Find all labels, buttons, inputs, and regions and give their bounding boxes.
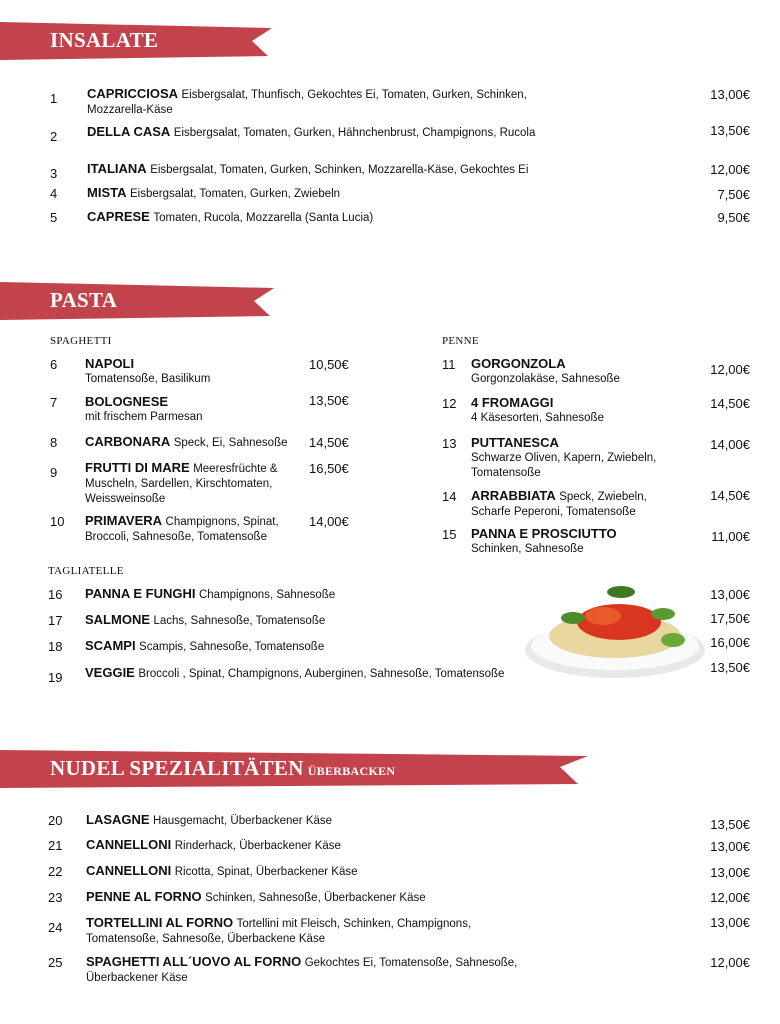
item-price: 12,00€ [710, 162, 750, 177]
item-name: PUTTANESCA [471, 435, 559, 450]
item-price: 16,50€ [309, 461, 349, 476]
item-name: CAPRICCIOSA [87, 86, 179, 101]
item-name: LASAGNE [86, 812, 150, 827]
section-title-text: NUDEL SPEZIALITÄTEN [50, 756, 304, 780]
item-number: 21 [48, 838, 63, 853]
item-name: MISTA [87, 185, 127, 200]
item-price: 13,00€ [710, 87, 750, 102]
item-price: 14,50€ [309, 435, 349, 450]
item-description: Tomaten, Rucola, Mozzarella (Santa Lucia) [153, 212, 374, 224]
item-name: SPAGHETTI ALL´UOVO AL FORNO [86, 954, 302, 969]
item-name: VEGGIE [85, 665, 135, 680]
item-price: 17,50€ [710, 611, 750, 626]
item-price: 13,50€ [710, 123, 750, 138]
item-name: TORTELLINI AL FORNO [86, 915, 234, 930]
item-price: 16,00€ [710, 635, 750, 650]
item-number: 20 [48, 813, 63, 828]
item-description: Broccoli , Spinat, Champignons, Auberginen, Sahnesoße, Tomatensoße [138, 668, 505, 680]
item-price: 13,00€ [710, 865, 750, 880]
subsection-tagliatelle: TAGLIATELLE [48, 565, 124, 577]
item-description: 4 Käsesorten, Sahnesoße [471, 412, 604, 424]
item-name: CANNELLONI [86, 837, 172, 852]
item-name: BOLOGNESE [85, 394, 169, 409]
item-name: PENNE AL FORNO [86, 889, 202, 904]
item-price: 12,00€ [710, 955, 750, 970]
item-description: Tomatensoße, Basilikum [85, 373, 211, 385]
item-price: 14,50€ [710, 488, 750, 503]
subsection-penne: PENNE [442, 335, 479, 347]
item-name: ARRABBIATA [471, 488, 556, 503]
item-number: 9 [50, 465, 58, 480]
item-description: Eisbergsalat, Thunfisch, Gekochtes Ei, Tomaten, Gurken, Schinken, Mozzarella-Käse [87, 89, 527, 116]
item-price: 7,50€ [717, 187, 750, 202]
item-number: 12 [442, 396, 457, 411]
section-title: PASTA [50, 288, 118, 312]
item-price: 13,00€ [710, 839, 750, 854]
item-name: CARBONARA [85, 434, 171, 449]
item-name: PRIMAVERA [85, 513, 163, 528]
item-number: 25 [48, 955, 63, 970]
item-name: SALMONE [85, 612, 150, 627]
item-description: Eisbergsalat, Tomaten, Gurken, Zwiebeln [129, 188, 341, 200]
item-price: 10,50€ [309, 357, 349, 372]
item-description: Ricotta, Spinat, Überbackener Käse [174, 866, 358, 878]
item-number: 19 [48, 670, 63, 685]
item-description: Schinken, Sahnesoße [471, 543, 584, 555]
item-name: NAPOLI [85, 356, 135, 371]
item-name: CAPRESE [87, 209, 150, 224]
item-number: 14 [442, 489, 457, 504]
item-price: 12,00€ [710, 890, 750, 905]
item-name: DELLA CASA [87, 124, 171, 139]
item-name: ITALIANA [87, 161, 147, 176]
section-banner-pasta [0, 282, 274, 320]
item-number: 16 [48, 587, 63, 602]
item-description: Champignons, Sahnesoße [198, 589, 336, 601]
item-description: Gorgonzolakäse, Sahnesoße [471, 373, 620, 385]
item-number: 5 [50, 210, 58, 225]
item-name: PANNA E PROSCIUTTO [471, 526, 617, 541]
item-price: 11,00€ [711, 529, 750, 544]
item-description: Schinken, Sahnesoße, Überbackener Käse [205, 892, 426, 904]
item-description: Meeresfrüchte & Muscheln, Sardellen, Kirschtomaten, Weissweinsoße [85, 463, 278, 505]
section-banner-insalate [0, 22, 272, 60]
item-description: Eisbergsalat, Tomaten, Gurken, Schinken, Mozzarella-Käse, Gekochtes Ei [150, 164, 529, 176]
item-price: 14,00€ [710, 437, 750, 452]
item-number: 4 [50, 186, 58, 201]
section-subtitle: ÜBERBACKEN [307, 764, 396, 778]
item-number: 22 [48, 864, 63, 879]
item-number: 10 [50, 514, 65, 529]
item-price: 13,00€ [710, 587, 750, 602]
item-number: 18 [48, 639, 63, 654]
item-description: Tortellini mit Fleisch, Schinken, Champignons, Tomatensoße, Sahnesoße, Überbackene Käse [86, 918, 472, 945]
item-number: 13 [442, 436, 457, 451]
item-description: mit frischem Parmesan [85, 411, 203, 423]
section-title [50, 756, 395, 781]
item-description: Champignons, Spinat, Broccoli, Sahnesoße, Tomatensoße [85, 516, 279, 543]
item-description: Lachs, Sahnesoße, Tomatensoße [153, 615, 326, 627]
item-number: 11 [442, 357, 456, 372]
item-number: 8 [50, 435, 58, 450]
item-description: Gekochtes Ei, Tomatensoße, Sahnesoße, Überbackener Käse [86, 957, 518, 984]
item-number: 6 [50, 357, 58, 372]
item-price: 13,00€ [710, 915, 750, 930]
item-price: 13,50€ [710, 817, 750, 832]
item-description: Rinderhack, Überbackener Käse [174, 840, 341, 852]
item-price: 14,50€ [710, 396, 750, 411]
item-name: FRUTTI DI MARE [85, 460, 190, 475]
item-number: 17 [48, 613, 63, 628]
item-name: PANNA E FUNGHI [85, 586, 196, 601]
item-price: 13,50€ [309, 393, 349, 408]
banner-shape [0, 282, 274, 320]
section-title: INSALATE [50, 28, 159, 52]
item-number: 15 [442, 527, 457, 542]
item-number: 24 [48, 920, 63, 935]
item-price: 9,50€ [717, 210, 750, 225]
item-number: 23 [48, 890, 63, 905]
item-name: GORGONZOLA [471, 356, 566, 371]
item-name: SCAMPI [85, 638, 136, 653]
item-price: 14,00€ [309, 514, 349, 529]
item-description: Speck, Zwiebeln, Scharfe Peperoni, Tomatensoße [471, 491, 647, 518]
item-number: 1 [50, 91, 58, 106]
section-banner-nudel [0, 750, 588, 788]
item-description: Schwarze Oliven, Kapern, Zwiebeln, Tomatensoße [471, 452, 657, 479]
item-description: Eisbergsalat, Tomaten, Gurken, Hähnchenbrust, Champignons, Rucola [173, 127, 536, 139]
item-description: Scampis, Sahnesoße, Tomatensoße [139, 641, 325, 653]
subsection-spaghetti: SPAGHETTI [50, 335, 112, 347]
item-price: 12,00€ [710, 362, 750, 377]
item-description: Hausgemacht, Überbackener Käse [153, 815, 333, 827]
item-number: 7 [50, 395, 58, 410]
item-name: CANNELLONI [86, 863, 172, 878]
item-price: 13,50€ [710, 660, 750, 675]
item-number: 2 [50, 129, 58, 144]
item-name: 4 FROMAGGI [471, 395, 554, 410]
item-number: 3 [50, 166, 58, 181]
item-description: Speck, Ei, Sahnesoße [173, 437, 288, 449]
